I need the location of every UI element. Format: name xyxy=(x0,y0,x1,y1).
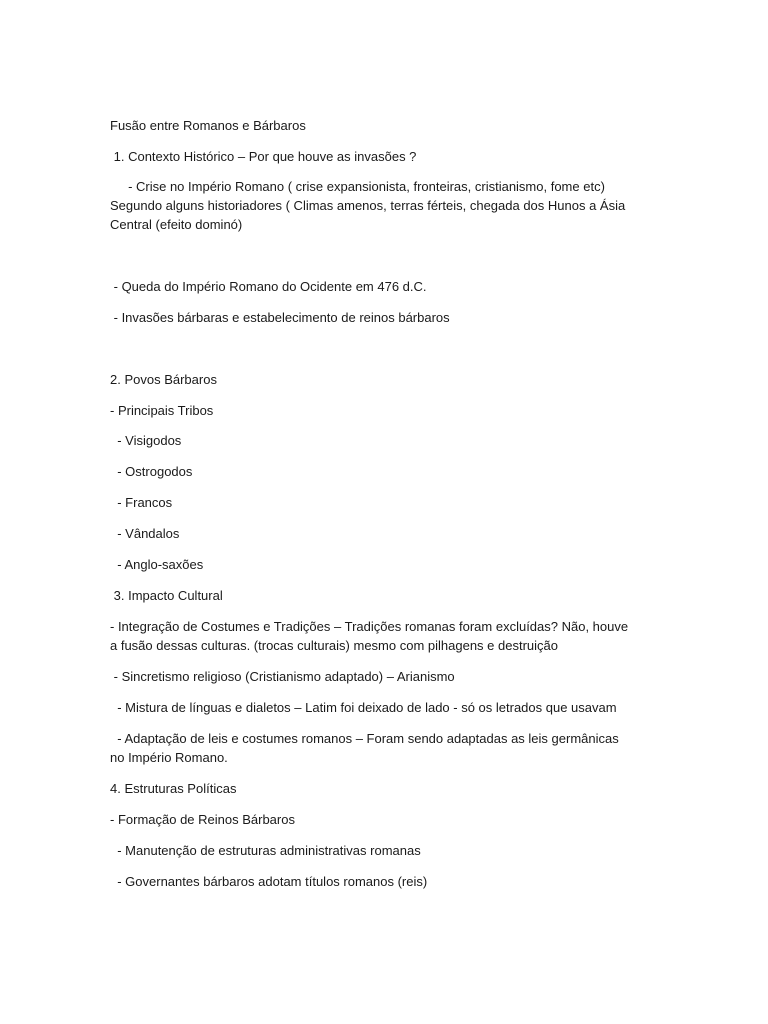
impact-item: - Integração de Costumes e Tradições – Tradições romanas foram excluídas? Não, houve a fusão dessas culturas. (trocas culturais) mesmo com pilhagens e destruição xyxy=(110,619,632,653)
tribe-item: - Vândalos xyxy=(110,526,180,541)
section-heading-context: 1. Contexto Histórico – Por que houve as invasões ? xyxy=(110,149,417,164)
paragraph-crisis: - Crise no Império Romano ( crise expansionista, fronteiras, cristianismo, fome etc) Segundo alguns historiadores ( Climas amenos, terras férteis, chegada dos Hunos a Ásia Central (efeito dominó) xyxy=(110,179,629,232)
tribe-item: - Francos xyxy=(110,495,173,510)
peoples-subheading: - Principais Tribos xyxy=(110,403,214,418)
politics-item: - Governantes bárbaros adotam títulos romanos (reis) xyxy=(110,874,428,889)
section-heading-politics: 4. Estruturas Políticas xyxy=(110,781,237,796)
impact-item: - Adaptação de leis e costumes romanos – Foram sendo adaptadas as leis germânicas no Império Romano. xyxy=(110,731,623,765)
section-heading-peoples: 2. Povos Bárbaros xyxy=(110,372,217,387)
politics-subheading: - Formação de Reinos Bárbaros xyxy=(110,812,295,827)
politics-item: - Manutenção de estruturas administrativas romanas xyxy=(110,843,421,858)
tribe-item: - Visigodos xyxy=(110,433,182,448)
paragraph-fall: - Queda do Império Romano do Ocidente em 476 d.C. xyxy=(110,279,427,294)
section-heading-impact: 3. Impacto Cultural xyxy=(110,588,223,603)
document-title: Fusão entre Romanos e Bárbaros xyxy=(110,118,306,133)
paragraph-invasions: - Invasões bárbaras e estabelecimento de reinos bárbaros xyxy=(110,310,450,325)
impact-item: - Sincretismo religioso (Cristianismo adaptado) – Arianismo xyxy=(110,669,455,684)
tribe-item: - Anglo-saxões xyxy=(110,557,204,572)
impact-item: - Mistura de línguas e dialetos – Latim foi deixado de lado - só os letrados que usavam xyxy=(110,700,617,715)
tribe-item: - Ostrogodos xyxy=(110,464,193,479)
